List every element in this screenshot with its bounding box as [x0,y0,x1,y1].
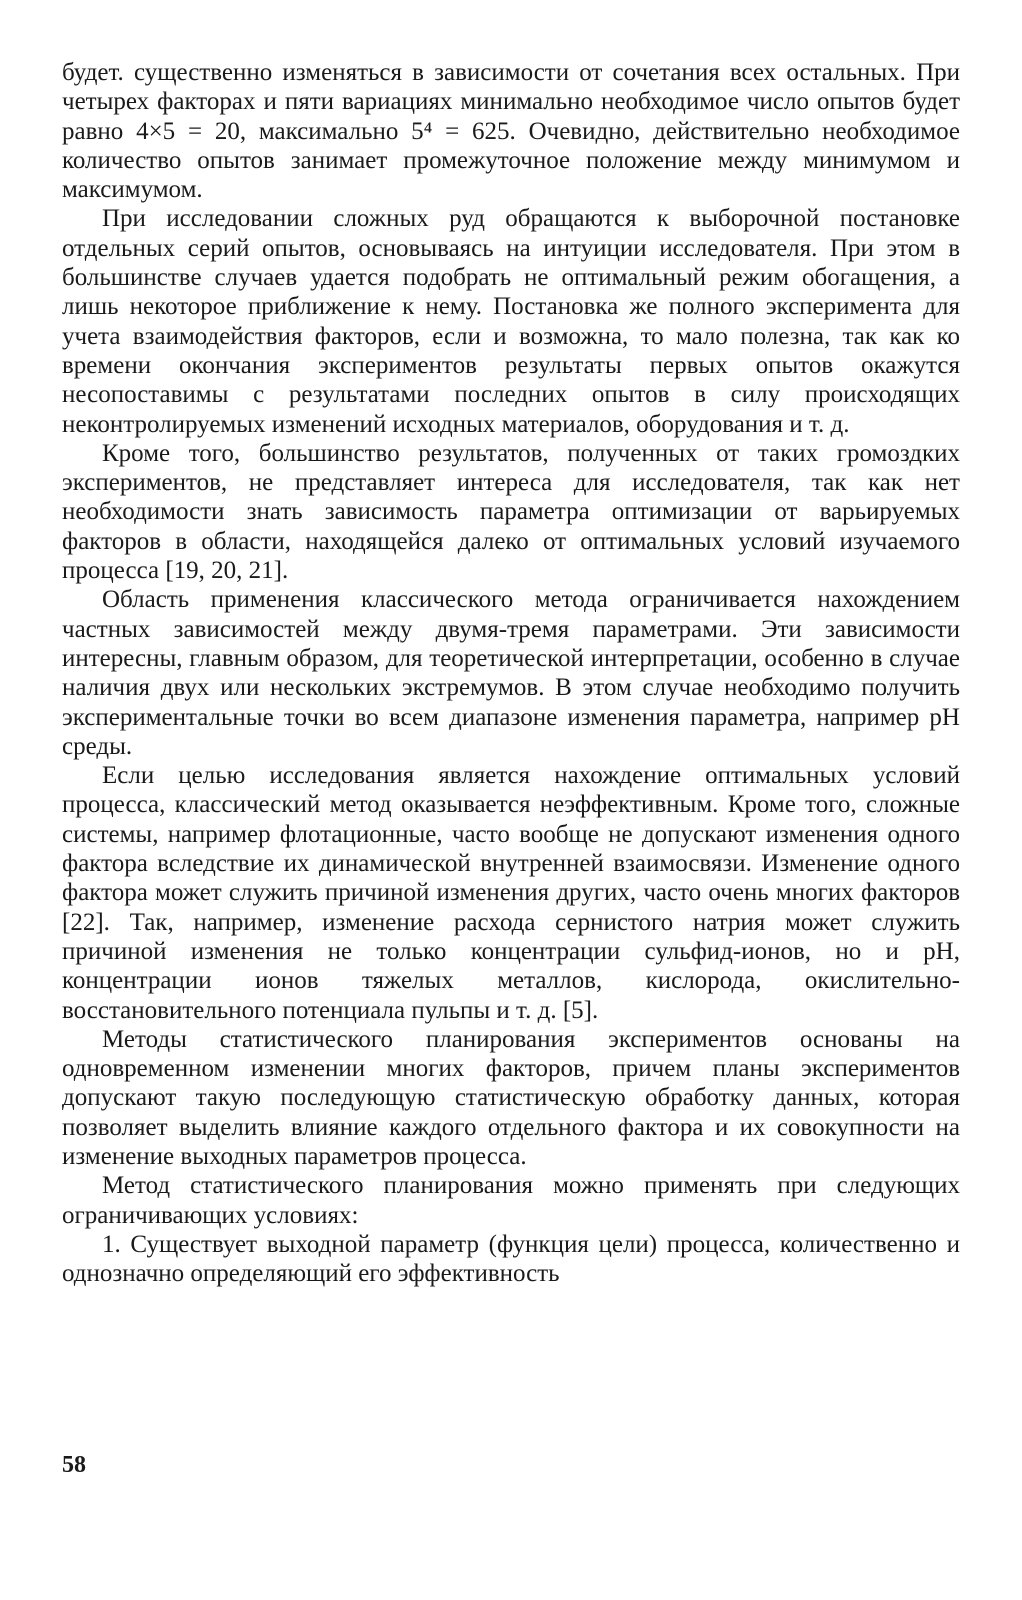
paragraph-condition-1: 1. Существует выходной параметр (функция цели) процесса, количественно и однозначно определяющий его эффективность [62,1230,960,1288]
paragraph-cumbersome-experiments: Кроме того, большинство результатов, полученных от таких громоздких экспериментов, не представляет интереса для исследователя, так как нет необходимости знать зависимость параметра оптимизации от варьируемых факторов в области, находящейся далеко от оптимальных условий изучаемого процесса [19, 20, 21]. [62,439,960,585]
paragraph-limiting-conditions: Метод статистического планирования можно применять при следующих ограничивающих условиях: [62,1172,960,1229]
page-number: 58 [62,1452,86,1478]
paragraph-continuation: будет. существенно изменяться в зависимости от сочетания всех остальных. При четырех факторах и пяти вариациях минимально необходимое число опытов будет равно 4×5 = 20, максимально 5⁴ = 625. Очевидно, действительно необходимое количество опытов занимает промежуточное положение между минимумом и максимумом. [62,59,960,204]
page-body [62,58,960,1288]
paragraph-optimal-conditions: Если целью исследования является нахождение оптимальных условий процесса, классический метод оказывается неэффективным. Кроме того, сложные системы, например флотационные, часто вообще не допускают изменения одного фактора вследствие их динамической внутренней взаимосвязи. Изменение одного фактора может служить причиной изменения других, часто очень многих факторов [22]. Так, например, изменение расхода сернистого натрия может служить причиной изменения не только концентрации сульфид-ионов, но и pH, концентрации ионов тяжелых металлов, кислорода, окислительно-восстановительного потенциала пульпы и т. д. [5]. [62,762,960,1024]
paragraph-classical-method: Область применения классического метода ограничивается нахождением частных зависимостей между двумя-тремя параметрами. Эти зависимости интересны, главным образом, для теоретической интерпретации, особенно в случае наличия двух или нескольких экстремумов. В этом случае необходимо получить экспериментальные точки во всем диапазоне изменения параметра, например pH среды. [62,586,960,760]
paragraph-complex-ores: При исследовании сложных руд обращаются к выборочной постановке отдельных серий опытов, основываясь на интуиции исследователя. При этом в большинстве случаев удается подобрать не оптимальный режим обогащения, а лишь некоторое приближение к нему. Постановка же полного эксперимента для учета взаимодействия факторов, если и возможна, то мало полезна, так как ко времени окончания экспериментов результаты первых опытов окажутся несопоставимы с результатами последних опытов в силу происходящих неконтролируемых изменений исходных материалов, оборудования и т. д. [62,205,960,438]
paragraph-statistical-methods: Методы статистического планирования экспериментов основаны на одновременном изменении многих факторов, причем планы экспериментов допускают такую последующую статистическую обработку данных, которая позволяет выделить влияние каждого отдельного фактора и их совокупности на изменение выходных параметров процесса. [62,1025,960,1170]
